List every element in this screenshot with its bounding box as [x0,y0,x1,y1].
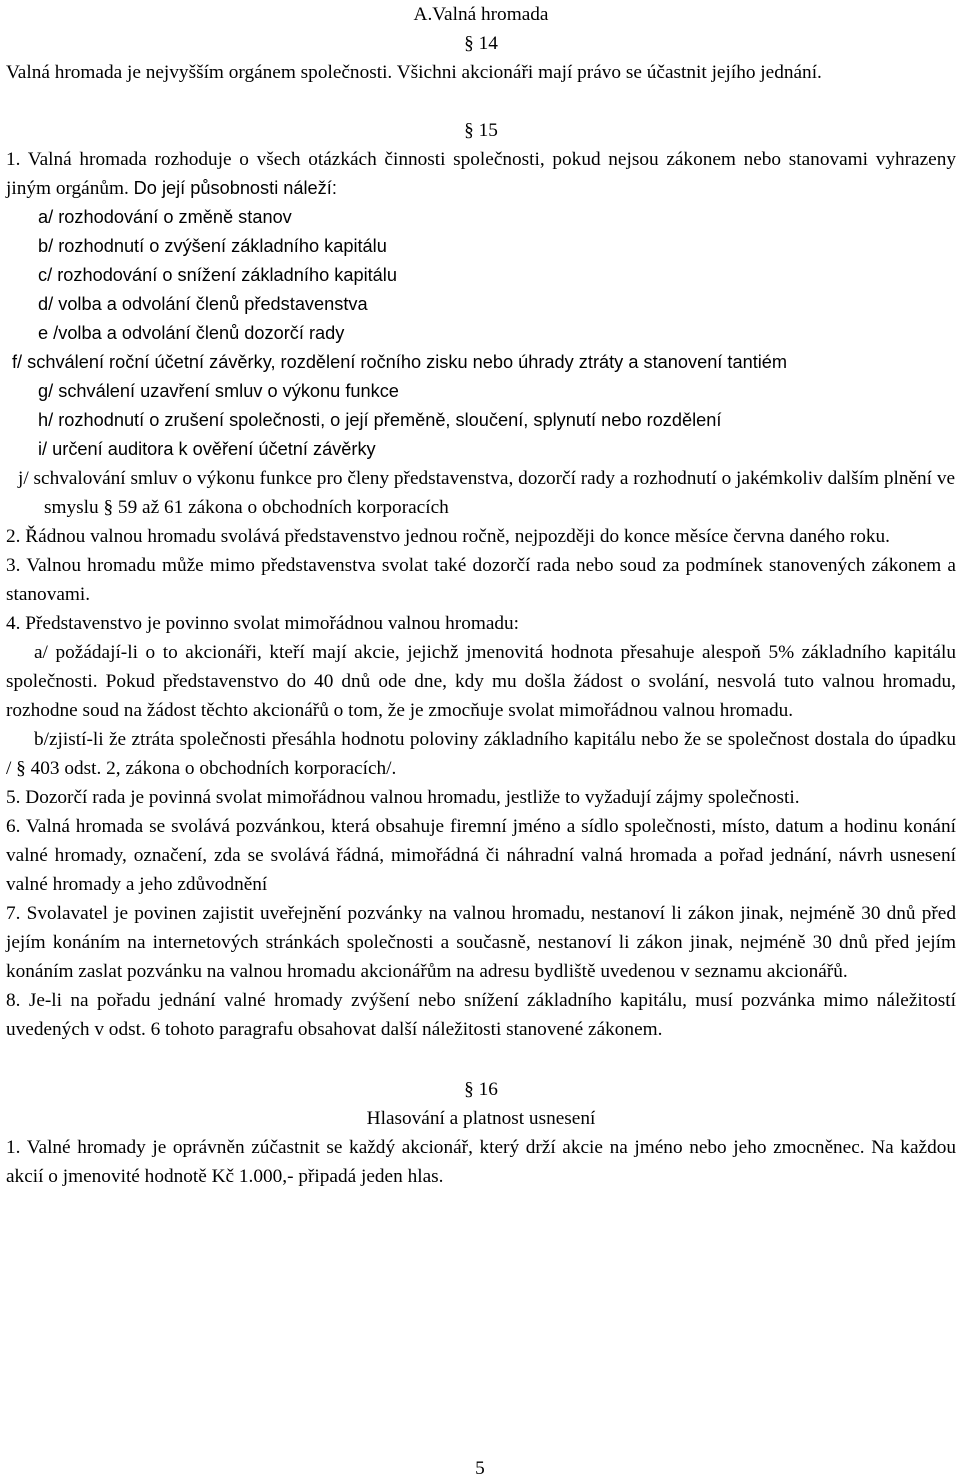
spacer [6,87,956,116]
paragraph-1-intro: 1. Valná hromada rozhoduje o všech otázkách činnosti společnosti, pokud nejsou zákonem nebo stanovami vyhrazeny jiným orgánům. [6,149,956,199]
section-15-paragraph-8: 8. Je-li na pořadu jednání valné hromady zvýšení nebo snížení základního kapitálu, musí pozvánka mimo náležitostí uvedených v odst. 6 tohoto paragrafu obsahovat další náležitosti stanovené zákonem. [6,990,956,1040]
list-item: h/ rozhodnutí o zrušení společnosti, o její přeměně, sloučení, splynutí nebo rozdělení [38,410,722,430]
section-16-paragraph-1: 1. Valné hromady je oprávněn zúčastnit se každý akcionář, který drží akcie na jméno nebo jeho zmocněnec. Na každou akcií o jmenovité hodnotě Kč 1.000,- připadá jeden hlas. [6,1137,956,1187]
document-title: A.Valná hromada [413,4,549,25]
list-item: c/ rozhodování o snížení základního kapitálu [38,265,397,285]
section-15-paragraph-4b: b/zjistí-li že ztráta společnosti přesáhla hodnotu poloviny základního kapitálu nebo že se společnost dostala do úpadku / § 403 odst. 2, zákona o obchodních korporacích/. [6,729,956,779]
list-item: b/ rozhodnutí o zvýšení základního kapitálu [38,236,387,256]
list-item: i/ určení auditora k ověření účetní závěrky [38,439,376,459]
list-item: d/ volba a odvolání členů představenstva [38,294,368,314]
section-15-number: § 15 [464,120,498,141]
section-15-paragraph-5: 5. Dozorčí rada je povinná svolat mimořádnou valnou hromadu, jestliže to vyžadují zájmy společnosti. [6,787,800,808]
section-15-paragraph-3: 3. Valnou hromadu může mimo představenstva svolat také dozorčí rada nebo soud za podmínek stanovených zákonem a stanovami. [6,555,956,605]
section-15-paragraph-4: 4. Představenstvo je povinno svolat mimořádnou valnou hromadu: [6,613,520,634]
powers-list [12,203,956,464]
section-15-paragraph-7: 7. Svolavatel je povinen zajistit uveřejnění pozvánky na valnou hromadu, nestanoví li zákon jinak, nejméně 30 dnů před jejím konáním na internetových stránkách společnosti a současně, nestanoví li zákon jinak, nejméně 30 dnů před jejím konáním zaslat pozvánku na valnou hromadu akcionářům na adresu bydliště uvedenou v seznamu akcionářů. [6,903,956,982]
spacer [6,1044,956,1073]
section-16-heading: Hlasování a platnost usnesení [366,1108,596,1129]
section-16-number: § 16 [464,1079,498,1100]
section-15-paragraph-2: 2. Řádnou valnou hromadu svolává představenstvo jednou ročně, nejpozději do konce měsíce června daného roku. [6,526,890,547]
section-14-number: § 14 [464,33,498,54]
section-15-paragraph-1 [6,145,956,203]
list-item: f/ schválení roční účetní závěrky, rozdělení ročního zisku nebo úhrady ztráty a stanovení tantiém [12,352,788,372]
paragraph-1-lead: Do její působnosti náleží: [133,178,337,198]
list-item: a/ rozhodování o změně stanov [38,207,292,227]
section-14-text: Valná hromada je nejvyšším orgánem společnosti. Všichni akcionáři mají právo se účastnit jejího jednání. [6,62,822,83]
document-page [6,0,956,1191]
list-item-j: j/ schvalování smluv o výkonu funkce pro členy představenstva, dozorčí rady a rozhodnutí o jakémkoliv dalším plnění ve smyslu § 59 až 61 zákona o obchodních korporacích [18,468,956,518]
list-item: e /volba a odvolání členů dozorčí rady [38,323,345,343]
section-15-paragraph-4a: a/ požádají-li o to akcionáři, kteří mají akcie, jejichž jmenovitá hodnota přesahuje alespoň 5% základního kapitálu společnosti. Pokud představenstvo do 40 dnů ode dne, kdy mu došla žádost o svolání, nesvolá tuto valnou hromadu, rozhodne soud na žádost těchto akcionářů o tom, že je zmocňuje svolat mimořádnou valnou hromadu. [6,642,956,721]
section-15-paragraph-6: 6. Valná hromada se svolává pozvánkou, která obsahuje firemní jméno a sídlo společnosti, místo, datum a hodinu konání valné hromady, označení, zda se svolává řádná, mimořádná či náhradní valná hromada a pořad jednání, návrh usnesení valné hromady a jeho zdůvodnění [6,816,956,895]
page-number: 5 [475,1458,485,1479]
list-item: g/ schválení uzavření smluv o výkonu funkce [38,381,399,401]
